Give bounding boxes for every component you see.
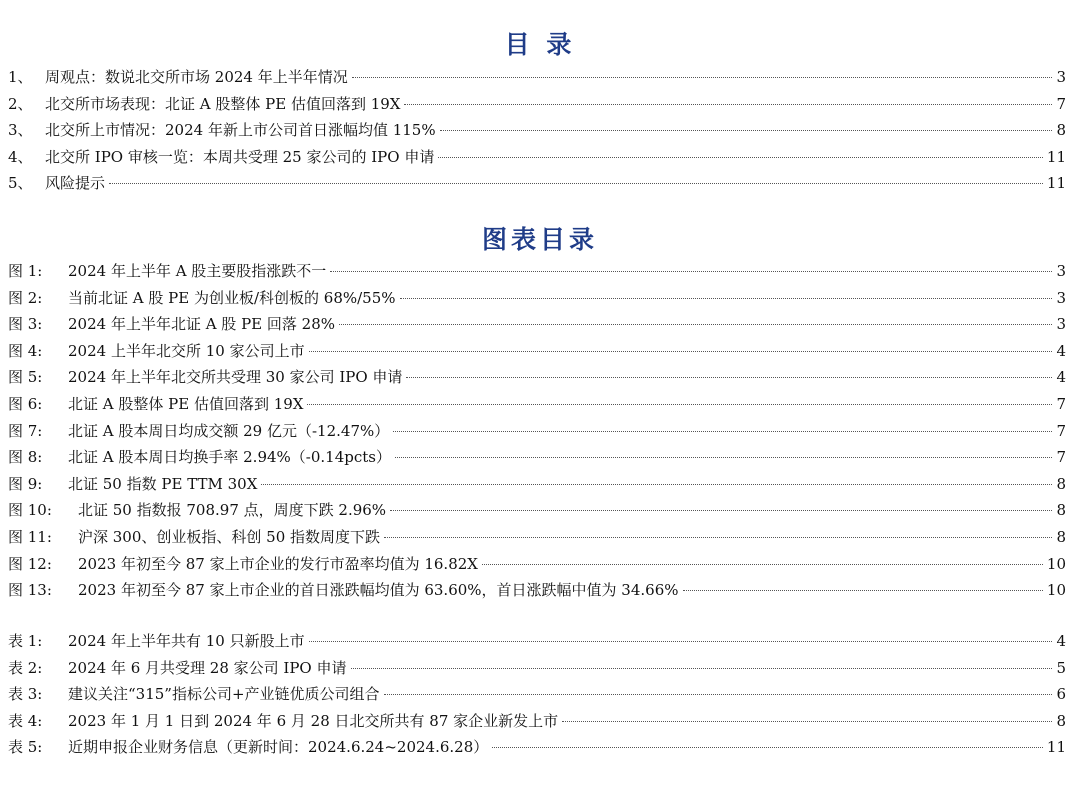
dot-leader [384, 694, 1052, 695]
dot-leader [261, 484, 1052, 485]
figure-entry[interactable] [0, 340, 1080, 367]
dot-leader [492, 747, 1043, 748]
figure-entry-title: 2024 年上半年 A 股主要股指涨跌不一 [68, 262, 327, 280]
dot-leader [330, 271, 1052, 272]
figure-entry-page-number: 8 [1056, 501, 1066, 520]
section-entry[interactable] [0, 93, 1080, 120]
figure-entry-title: 北证 50 指数 PE TTM 30X [68, 474, 258, 493]
dot-leader [393, 431, 1052, 432]
figure-entry[interactable] [0, 287, 1080, 314]
section-entry-number: 4、 [8, 147, 33, 166]
dot-leader [351, 668, 1053, 669]
figure-entry[interactable] [0, 579, 1080, 606]
section-entry-number: 5、 [8, 174, 33, 193]
table-entry-page-number: 4 [1056, 632, 1066, 650]
dot-leader [683, 590, 1043, 591]
figure-entry-page-number: 10 [1046, 581, 1066, 600]
table-entry-number: 表 5: [8, 738, 43, 757]
figure-entry[interactable] [0, 313, 1080, 340]
table-entry-page-number: 11 [1046, 738, 1066, 757]
table-entry[interactable] [0, 710, 1080, 737]
figure-entry-title: 沪深 300、创业板指、科创 50 指数周度下跌 [78, 527, 381, 546]
figure-entry[interactable] [0, 499, 1080, 526]
section-entry-page-number: 11 [1046, 147, 1066, 166]
figure-entry-page-number: 8 [1056, 527, 1066, 546]
figure-entry-number: 图 4: [8, 341, 43, 360]
dot-leader [109, 183, 1043, 184]
figure-entry-page-number: 4 [1056, 368, 1066, 387]
figure-entry[interactable] [0, 420, 1080, 447]
figure-list [0, 260, 1080, 606]
dot-leader [438, 157, 1043, 158]
dot-leader [400, 298, 1052, 299]
figure-entry-number: 图 2: [8, 288, 43, 307]
section-entry-title: 北交所 IPO 审核一览：本周共受理 25 家公司的 IPO 申请 [45, 147, 435, 166]
figure-entry-title: 北证 A 股本周日均换手率 2.94%（-0.14pcts） [68, 448, 391, 467]
section-entry-title: 北交所市场表现：北证 A 股整体 PE 估值回落到 19X [45, 94, 401, 113]
figure-entry-title: 2024 上半年北交所 10 家公司上市 [68, 341, 305, 360]
section-entry[interactable] [0, 172, 1080, 199]
table-entry-title: 近期申报企业财务信息（更新时间：2024.6.24~2024.6.28） [68, 738, 489, 757]
table-entry-number: 表 4: [8, 711, 43, 730]
dot-leader [395, 457, 1052, 458]
dot-leader [482, 564, 1043, 565]
figure-entry-page-number: 3 [1056, 288, 1066, 307]
figure-entry-title: 北证 A 股本周日均成交额 29 亿元（-12.47%） [68, 421, 390, 440]
dot-leader [307, 404, 1052, 405]
toc-title: 目 录 [504, 30, 576, 59]
dot-leader [406, 377, 1052, 378]
table-entry-number: 表 1: [8, 632, 43, 650]
figure-entry-number: 图 8: [8, 448, 43, 467]
figure-entry-page-number: 7 [1056, 421, 1066, 440]
table-entry-title: 2024 年 6 月共受理 28 家公司 IPO 申请 [68, 658, 347, 677]
figure-entry[interactable] [0, 260, 1080, 287]
dot-leader [384, 537, 1052, 538]
table-entry-page-number: 8 [1056, 711, 1066, 730]
figure-entry-title: 北证 A 股整体 PE 估值回落到 19X [68, 394, 304, 413]
section-entry[interactable] [0, 119, 1080, 146]
figure-entry-number: 图 11: [8, 527, 52, 546]
figure-entry-title: 北证 50 指数报 708.97 点，周度下跌 2.96% [78, 501, 387, 520]
dot-leader [404, 104, 1052, 105]
figure-entry-number: 图 13: [8, 581, 52, 600]
figure-entry-number: 图 12: [8, 554, 52, 573]
figure-entry-title: 2023 年初至今 87 家上市企业的首日涨跌幅均值为 63.60%，首日涨跌幅中值为 34.66% [78, 581, 679, 600]
figure-entry-title: 2023 年初至今 87 家上市企业的发行市盈率均值为 16.82X [78, 554, 478, 573]
table-entry-title: 2023 年 1 月 1 日到 2024 年 6 月 28 日北交所共有 87 家企业新发上市 [68, 711, 559, 730]
figure-entry-page-number: 3 [1056, 315, 1066, 334]
figure-entry-title: 2024 年上半年北证 A 股 PE 回落 28% [68, 315, 335, 334]
dot-leader [339, 324, 1052, 325]
table-entry[interactable] [0, 736, 1080, 763]
table-entry-page-number: 5 [1056, 658, 1066, 677]
section-entry-page-number: 7 [1056, 94, 1066, 113]
figure-entry[interactable] [0, 446, 1080, 473]
figure-entry[interactable] [0, 553, 1080, 580]
figure-entry-page-number: 7 [1056, 448, 1066, 467]
toc-section-list [0, 66, 1080, 199]
figure-entry-title: 2024 年上半年北交所共受理 30 家公司 IPO 申请 [68, 368, 403, 387]
section-entry-number: 3、 [8, 121, 33, 140]
table-entry-title: 建议关注“315”指标公司+产业链优质公司组合 [68, 685, 380, 704]
section-entry[interactable] [0, 146, 1080, 173]
section-entry-number: 1、 [8, 68, 33, 86]
figure-entry-page-number: 4 [1056, 341, 1066, 360]
figure-entry[interactable] [0, 526, 1080, 553]
table-entry[interactable] [0, 683, 1080, 710]
table-entry[interactable] [0, 657, 1080, 684]
figure-entry[interactable] [0, 393, 1080, 420]
section-entry-page-number: 8 [1056, 121, 1066, 140]
dot-leader [390, 510, 1052, 511]
dot-leader [309, 351, 1052, 352]
section-entry-page-number: 11 [1046, 174, 1066, 193]
table-entry-number: 表 3: [8, 685, 43, 704]
figure-entry-number: 图 7: [8, 421, 43, 440]
figure-entry-number: 图 5: [8, 368, 43, 387]
section-entry[interactable] [0, 66, 1080, 93]
dot-leader [562, 721, 1052, 722]
figure-entry[interactable] [0, 473, 1080, 500]
section-entry-title: 北交所上市情况：2024 年新上市公司首日涨幅均值 115% [45, 121, 436, 140]
dot-leader [309, 641, 1052, 642]
figure-entry-page-number: 8 [1056, 474, 1066, 493]
figure-entry-page-number: 3 [1056, 262, 1066, 280]
figure-entry-number: 图 1: [8, 262, 43, 280]
figures-list-title: 图表目录 [481, 225, 598, 254]
figure-entry-number: 图 6: [8, 394, 43, 413]
figure-entry-number: 图 3: [8, 315, 43, 334]
section-entry-title: 周观点：数说北交所市场 2024 年上半年情况 [45, 68, 348, 86]
section-entry-number: 2、 [8, 94, 33, 113]
dot-leader [440, 130, 1052, 131]
figure-entry[interactable] [0, 366, 1080, 393]
figure-entry-number: 图 10: [8, 501, 52, 520]
table-list [0, 630, 1080, 763]
table-entry-page-number: 6 [1056, 685, 1066, 704]
table-entry[interactable] [0, 630, 1080, 657]
section-entry-title: 风险提示 [45, 174, 106, 193]
figure-entry-page-number: 10 [1046, 554, 1066, 573]
figure-entry-page-number: 7 [1056, 394, 1066, 413]
dot-leader [352, 77, 1052, 78]
figure-entry-number: 图 9: [8, 474, 43, 493]
table-entry-title: 2024 年上半年共有 10 只新股上市 [68, 632, 305, 650]
figure-entry-title: 当前北证 A 股 PE 为创业板/科创板的 68%/55% [68, 288, 396, 307]
section-entry-page-number: 3 [1056, 68, 1066, 86]
table-entry-number: 表 2: [8, 658, 43, 677]
